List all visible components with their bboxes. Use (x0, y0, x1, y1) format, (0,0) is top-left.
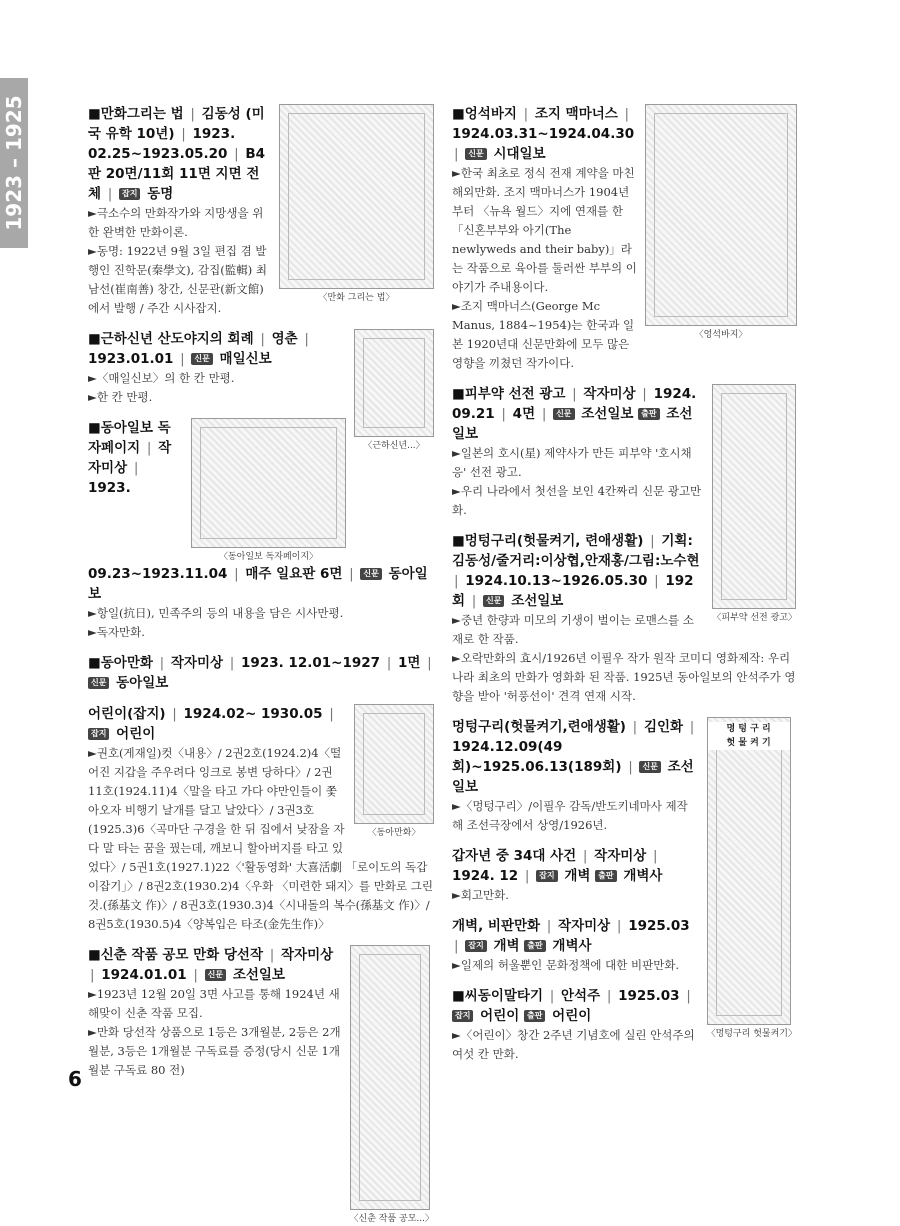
heading-field: 1923. 12.01~1927 (241, 655, 381, 671)
illustration-figure (279, 104, 434, 305)
entry-description: ►한국 최초로 정식 전재 계약을 마친 해외만화. 조지 맥마너스가 1904년부터 〈뉴욕 월드〉지에 연재를 한 「신혼부부와 아기(The newlyweds and their baby)」라는 작품으로 육아를 둘러싼 부부의 이야기가 주내용이다. (452, 166, 637, 294)
source-type-badge: 신문 (483, 595, 504, 607)
heading-field: 작자미상 (88, 440, 172, 476)
heading-field: 어린이 (480, 1008, 520, 1024)
field-separator: | (190, 106, 195, 122)
comic-illustration (191, 418, 346, 548)
heading-field: 1925.03 (628, 918, 690, 934)
heading-field: 1924.02~ 1930.05 (183, 706, 323, 722)
entry-description: ►동명: 1922년 9월 3일 편집 겸 발행인 진학문(秦學文), 감집(監輯) 최남선(崔南善) 창간, 신문관(新文館)에서 발행 / 주간 시사잡지. (88, 244, 267, 315)
illustration-figure (712, 384, 797, 625)
heading-field: 1925.03 (618, 988, 680, 1004)
field-separator: | (454, 146, 459, 162)
entry-description: ►일제의 허울뿐인 문화정책에 대한 비판만화. (452, 958, 680, 972)
heading-field: 조선일보 (232, 967, 285, 983)
heading-field: 갑자년 중 34대 사건 (452, 848, 577, 864)
field-separator: | (181, 126, 186, 142)
field-separator: | (193, 967, 198, 983)
source-type-badge: 신문 (639, 761, 660, 773)
source-type-badge: 잡지 (119, 188, 140, 200)
source-type-badge: 신문 (88, 677, 109, 689)
field-separator: | (624, 106, 630, 122)
heading-field: 1924.01.01 (101, 967, 187, 983)
field-separator: | (172, 706, 177, 722)
heading-field: 조선일보 (581, 406, 634, 422)
illustration-figure (191, 418, 346, 564)
field-separator: | (549, 988, 555, 1004)
heading-field: 작자미상 (583, 386, 636, 402)
entry-description: ►만화 당선작 상품으로 1등은 3개월분, 2등은 2개월분, 3등은 1개월분 구독료를 증정(당시 신문 1개월분 구독료 80 전) (88, 1025, 341, 1077)
right-column (452, 104, 797, 1075)
source-type-badge: 잡지 (465, 940, 486, 952)
heading-field: 1923. 09.23~1923.11.04 (88, 480, 228, 582)
field-separator: | (650, 533, 655, 549)
heading-field: 1924.12.09(49회)~1925.06.13(189회) (452, 739, 622, 775)
heading-field: ■신춘 작품 공모 만화 당선작 (88, 947, 264, 963)
page-number: 6 (68, 1067, 82, 1091)
heading-field: 동명 (147, 186, 174, 202)
entry-description: ►1923년 12월 20일 3면 사고를 통해 1924년 새해맞이 신춘 작품 모집. (88, 987, 340, 1020)
heading-field: ■멍텅구리(헛물켜기, 련애생활) (452, 533, 644, 549)
entry-description: ►〈멍텅구리〉/이필우 감독/반도키네마사 제작해 조선극장에서 상영/1926년. (452, 799, 688, 832)
heading-field: ■씨동이말타기 (452, 988, 544, 1004)
catalog-entry (88, 945, 434, 1224)
catalog-entry (88, 653, 434, 693)
field-separator: | (654, 573, 659, 589)
field-separator: | (90, 967, 95, 983)
field-separator: | (454, 938, 459, 954)
heading-field: 1923. 02.25~1923.05.20 (88, 126, 236, 162)
source-type-badge: 잡지 (88, 728, 109, 740)
source-type-badge: 신문 (553, 408, 574, 420)
field-separator: | (541, 406, 547, 422)
heading-field: 개벽, 비판만화 (452, 918, 541, 934)
field-separator: | (572, 386, 577, 402)
field-separator: | (632, 719, 638, 735)
entry-heading (88, 653, 434, 693)
heading-field: 작자미상 (280, 947, 334, 963)
catalog-entry (452, 104, 797, 373)
heading-field: 매주 일요판 6면 (245, 566, 343, 582)
heading-field: 안석주 (560, 988, 601, 1004)
entry-description: ►독자만화. (88, 625, 145, 639)
heading-field: 김동성 (미국 유학 10년) (88, 106, 265, 142)
figure-caption: 〈멍텅구리 헛물켜기〉 (706, 1029, 797, 1039)
heading-field: ■엉석바지 (452, 106, 517, 122)
comic-illustration (350, 945, 430, 1210)
source-type-badge: 잡지 (452, 1010, 473, 1022)
heading-field: ■동아만화 (88, 655, 153, 671)
entry-description: ►권호(게재일)컷〈내용〉/ 2권2호(1924.2)4〈떨어진 지갑을 주우려다 잉크로 봉변 당하다〉/ 2권11호(1924.11)4〈말을 타고 가다 야만인들이 쫓아오자 비행기 날개를 달고 날았다〉/ 3권3호(1925.3)6〈곡마단 구경을 한 뒤 집에서 낮잠을 자다 말 타는 꿈을 꿨는데, 깨보니 할아버지를 타고 있었다〉/ 5권1호(1927.1)22〈'활동영화' 大喜活劇 「로이도의 독갑이잡기」〉/ 8권2호(1930.2)4〈우화 〈미련한 돼지〉를 만화로 그린 것.(孫基文 作)〉/ 8권3호(1930.3)4〈시내돌의 복수(孫基文 作)〉/ 8권5호(1930.5)4〈양복입은 타조(金先生作)〉 (88, 746, 434, 931)
field-separator: | (260, 331, 265, 347)
figure-caption: 〈근하신년...〉 (363, 441, 425, 451)
field-separator: | (159, 655, 165, 671)
entry-description: ►극소수의 만화작가와 지망생을 위한 완벽한 만화이론. (88, 206, 264, 239)
comic-illustration (279, 104, 434, 289)
source-type-badge: 출판 (524, 1010, 545, 1022)
entry-description: ►〈어린이〉창간 2주년 기념호에 실린 안석주의 여섯 칸 만화. (452, 1028, 695, 1061)
field-separator: | (180, 351, 185, 367)
source-type-badge: 잡지 (536, 870, 557, 882)
heading-field: ■근하신년 산도야지의 회례 (88, 331, 254, 347)
source-type-badge: 출판 (524, 940, 545, 952)
field-separator: | (269, 947, 275, 963)
field-separator: | (686, 988, 691, 1004)
left-column (88, 104, 434, 1226)
source-type-badge: 신문 (465, 148, 486, 160)
entry-description: ►중년 한량과 미모의 기생이 벌이는 로맨스를 소재로 한 작품. (452, 613, 694, 646)
heading-field: 작자미상 (558, 918, 611, 934)
comic-illustration (645, 104, 797, 326)
heading-field: ■만화그리는 법 (88, 106, 184, 122)
entry-description: ►한 칸 만평. (88, 390, 153, 404)
heading-field: 개벽 (493, 938, 520, 954)
heading-field: 작자미상 (594, 848, 647, 864)
heading-field: 동아일보 (116, 675, 169, 691)
comic-illustration (707, 717, 791, 1025)
source-type-badge: 신문 (360, 568, 381, 580)
catalog-entry (88, 704, 434, 934)
field-separator: | (471, 593, 477, 609)
heading-field: ■동아일보 독자페이지 (88, 420, 171, 456)
field-separator: | (606, 988, 612, 1004)
field-separator: | (689, 719, 695, 735)
heading-field: 1면 (398, 655, 421, 671)
field-separator: | (642, 386, 647, 402)
heading-field: 1924. 09.21 (452, 386, 697, 422)
illustration-figure (707, 717, 797, 1041)
heading-field: 조선일보 (511, 593, 564, 609)
illustration-figure (350, 945, 434, 1226)
figure-caption: 〈피부약 선전 광고〉 (712, 613, 797, 623)
entry-description: ►〈매일신보〉의 한 칸 만평. (88, 371, 235, 385)
field-separator: | (386, 655, 392, 671)
year-range-tab (0, 78, 28, 248)
illustration-figure (645, 104, 797, 342)
heading-field: 매일신보 (219, 351, 272, 367)
entry-description: ►일본의 호시(星) 제약사가 만든 피부약 '호시채응' 선전 광고. (452, 446, 692, 479)
field-separator: | (107, 186, 113, 202)
field-separator: | (523, 106, 529, 122)
catalog-entry (88, 104, 434, 318)
heading-field: 개벽사 (623, 868, 663, 884)
heading-field: 1923.01.01 (88, 351, 174, 367)
heading-field: 작자미상 (170, 655, 224, 671)
entry-description: ►우리 나라에서 첫선을 보인 4칸짜리 신문 광고만화. (452, 484, 702, 517)
comic-illustration (712, 384, 796, 609)
figure-caption: 〈동아만화〉 (367, 828, 421, 838)
entry-description: ►항일(抗日), 민족주의 등의 내용을 담은 시사만평. (88, 606, 344, 620)
field-separator: | (501, 406, 506, 422)
field-separator: | (628, 759, 633, 775)
figure-caption: 〈엉석바지〉 (694, 330, 748, 340)
source-type-badge: 출판 (638, 408, 659, 420)
field-separator: | (524, 868, 530, 884)
heading-field: 1924.03.31~1924.04.30 (452, 126, 635, 142)
heading-field: 조선일보 (452, 759, 694, 795)
comic-illustration (354, 329, 434, 437)
field-separator: | (349, 566, 354, 582)
heading-field: ■피부약 선전 광고 (452, 386, 566, 402)
field-separator: | (454, 573, 459, 589)
field-separator: | (329, 706, 334, 722)
heading-field: 기획: 김동성/줄거리:이상협,안재홍/그림:노수현 (452, 533, 700, 569)
entry-description: ►조지 맥마너스(George Mc Manus, 1884~1954)는 한국과 일본 1920년대 신문만화에 모두 많은 영향을 끼쳤던 작가이다. (452, 299, 635, 370)
field-separator: | (653, 848, 658, 864)
field-separator: | (616, 918, 622, 934)
entry-description: ►회고만화. (452, 888, 509, 902)
heading-field: 멍텅구리(헛물켜기,련애생활) (452, 719, 626, 735)
heading-field: 어린이(잡지) (88, 706, 166, 722)
entry-description: ►오락만화의 효시/1926년 이필우 작가 원작 코미디 영화제작: 우리나라 최초의 만화가 영화화 된 작품. 1925년 동아일보의 안석주가 영향을 받아 '허풍선이' 견격 연재 시작. (452, 651, 796, 703)
heading-field: 시대일보 (493, 146, 546, 162)
heading-field: 4면 (512, 406, 536, 422)
field-separator: | (304, 331, 309, 347)
heading-field: 1924.10.13~1926.05.30 (465, 573, 648, 589)
heading-field: 동아일보 (88, 566, 428, 602)
illustration-title: 명 텅 구 리 헛 물 켜 기 (708, 722, 790, 750)
illustration-figure (354, 329, 434, 453)
heading-field: 김인화 (643, 719, 684, 735)
figure-caption: 〈동아일보 독자페이지〉 (218, 552, 319, 562)
field-separator: | (234, 146, 239, 162)
heading-field: 192회 (452, 573, 694, 609)
field-separator: | (582, 848, 588, 864)
source-type-badge: 출판 (595, 870, 616, 882)
figure-caption: 〈신춘 작품 공모...〉 (349, 1214, 434, 1224)
illustration-figure (354, 704, 434, 840)
heading-field: 영춘 (271, 331, 298, 347)
field-separator: | (133, 460, 139, 476)
heading-field: 조지 맥마너스 (534, 106, 618, 122)
field-separator: | (234, 566, 239, 582)
heading-field: B4판 20면/11회 11면 지면 전체 (88, 146, 266, 202)
source-type-badge: 신문 (205, 969, 226, 981)
heading-field: 개벽 (564, 868, 591, 884)
field-separator: | (146, 440, 152, 456)
field-separator: | (546, 918, 552, 934)
heading-field: 조선일보 (452, 406, 693, 442)
heading-field: 어린이 (552, 1008, 592, 1024)
heading-field: 1924. 12 (452, 868, 519, 884)
heading-field: 개벽사 (552, 938, 592, 954)
source-type-badge: 신문 (191, 353, 212, 365)
field-separator: | (229, 655, 235, 671)
comic-illustration (354, 704, 434, 824)
heading-field: 어린이 (116, 726, 156, 742)
figure-caption: 〈만화 그리는 법〉 (318, 293, 395, 303)
year-range-label: 1923 – 1925 (2, 95, 26, 231)
field-separator: | (427, 655, 432, 671)
